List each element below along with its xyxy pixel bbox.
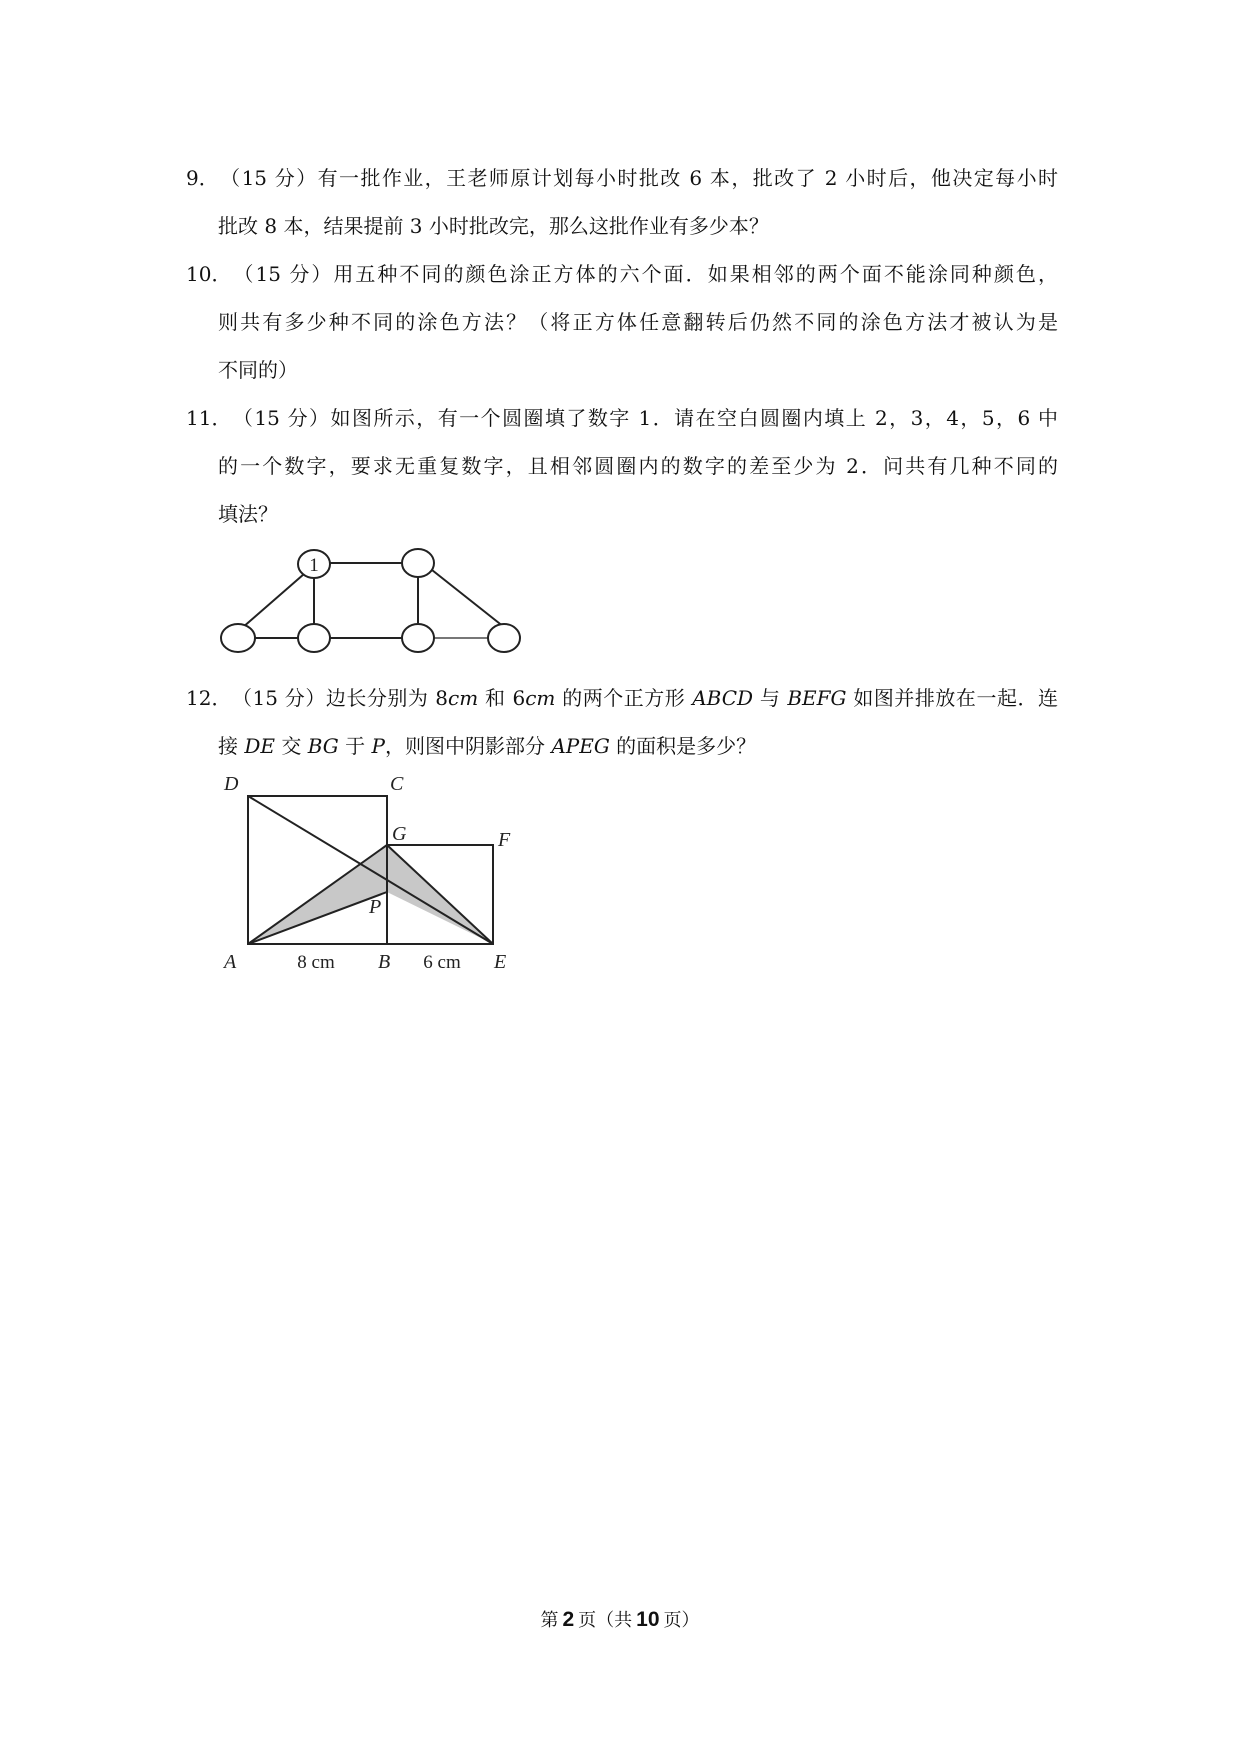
- page-footer: [0, 1606, 1240, 1632]
- math-label: BEFG: [787, 686, 847, 710]
- question-text: （15 分）如图所示，有一个圆圈填了数字 1．请在空白圆圈内填上 2，3，4，5，6 中: [231, 406, 1058, 430]
- circle-node: [488, 624, 520, 652]
- circle-node: [298, 624, 330, 652]
- label-d: D: [224, 773, 239, 795]
- circle-node: [402, 549, 434, 577]
- squares-svg: [216, 770, 516, 980]
- circle-node: [221, 624, 255, 652]
- edge: [242, 574, 304, 628]
- question-number: 9．: [186, 166, 219, 190]
- question-number: 10．: [186, 262, 232, 286]
- question-text: 则共有多少种不同的涂色方法？（将正方体任意翻转后仍然不同的涂色方法才被认为是: [218, 310, 1058, 334]
- circle-label: 1: [309, 555, 319, 576]
- question-12: [186, 674, 1058, 770]
- question-text: 的面积是多少？: [609, 734, 757, 758]
- question-text: 接: [218, 734, 245, 758]
- question-text: （15 分）边长分别为 8: [231, 686, 449, 710]
- math-label: APEG: [551, 734, 610, 758]
- circle-graph-figure: [218, 536, 538, 656]
- question-text: 不同的）: [218, 358, 298, 382]
- question-number: 12．: [186, 686, 232, 710]
- length-ab: 8 cm: [297, 952, 335, 973]
- label-p: P: [369, 896, 382, 918]
- length-be: 6 cm: [423, 952, 461, 973]
- circle-graph-svg: [218, 536, 538, 656]
- label-b: B: [378, 951, 391, 973]
- math-label: ABCD: [692, 686, 754, 710]
- squares-figure: [216, 770, 516, 980]
- edge: [432, 570, 504, 627]
- label-c: C: [390, 773, 404, 795]
- question-10: [186, 250, 1058, 394]
- question-text: 如图并排放在一起．连: [846, 686, 1058, 710]
- question-text: 填法？: [218, 502, 278, 526]
- question-text: 与: [753, 686, 788, 710]
- label-e: E: [494, 951, 507, 973]
- question-number: 11．: [186, 406, 232, 430]
- question-11: [186, 394, 1058, 538]
- question-text: 交: [275, 734, 308, 758]
- question-text: （15 分）有一批作业，王老师原计划每小时批改 6 本，批改了 2 小时后，他决定每小时: [218, 166, 1058, 190]
- footer-middle: 页（共: [578, 1610, 633, 1631]
- label-a: A: [224, 951, 237, 973]
- question-text: ，则图中阴影部分: [384, 734, 552, 758]
- question-text: 的一个数字，要求无重复数字，且相邻圆圈内的数字的差至少为 2．问共有几种不同的: [218, 454, 1058, 478]
- unit-text: cm: [448, 686, 479, 710]
- circle-node: [402, 624, 434, 652]
- footer-prefix: 第: [540, 1610, 559, 1631]
- question-text: 于: [338, 734, 372, 758]
- total-pages: 10: [636, 1608, 660, 1631]
- label-g: G: [392, 823, 407, 845]
- math-label: DE: [244, 734, 275, 758]
- unit-text: cm: [525, 686, 556, 710]
- question-text: 和 6: [478, 686, 526, 710]
- math-label: P: [371, 734, 385, 758]
- question-text: （15 分）用五种不同的颜色涂正方体的六个面．如果相邻的两个面不能涂同种颜色，: [231, 262, 1058, 286]
- footer-suffix: 页）: [663, 1610, 700, 1631]
- question-text: 的两个正方形: [555, 686, 693, 710]
- question-9: [186, 154, 1058, 250]
- question-text: 批改 8 本，结果提前 3 小时批改完，那么这批作业有多少本？: [218, 214, 769, 238]
- page-number: 2: [562, 1608, 575, 1631]
- label-f: F: [498, 829, 511, 851]
- math-label: BG: [307, 734, 339, 758]
